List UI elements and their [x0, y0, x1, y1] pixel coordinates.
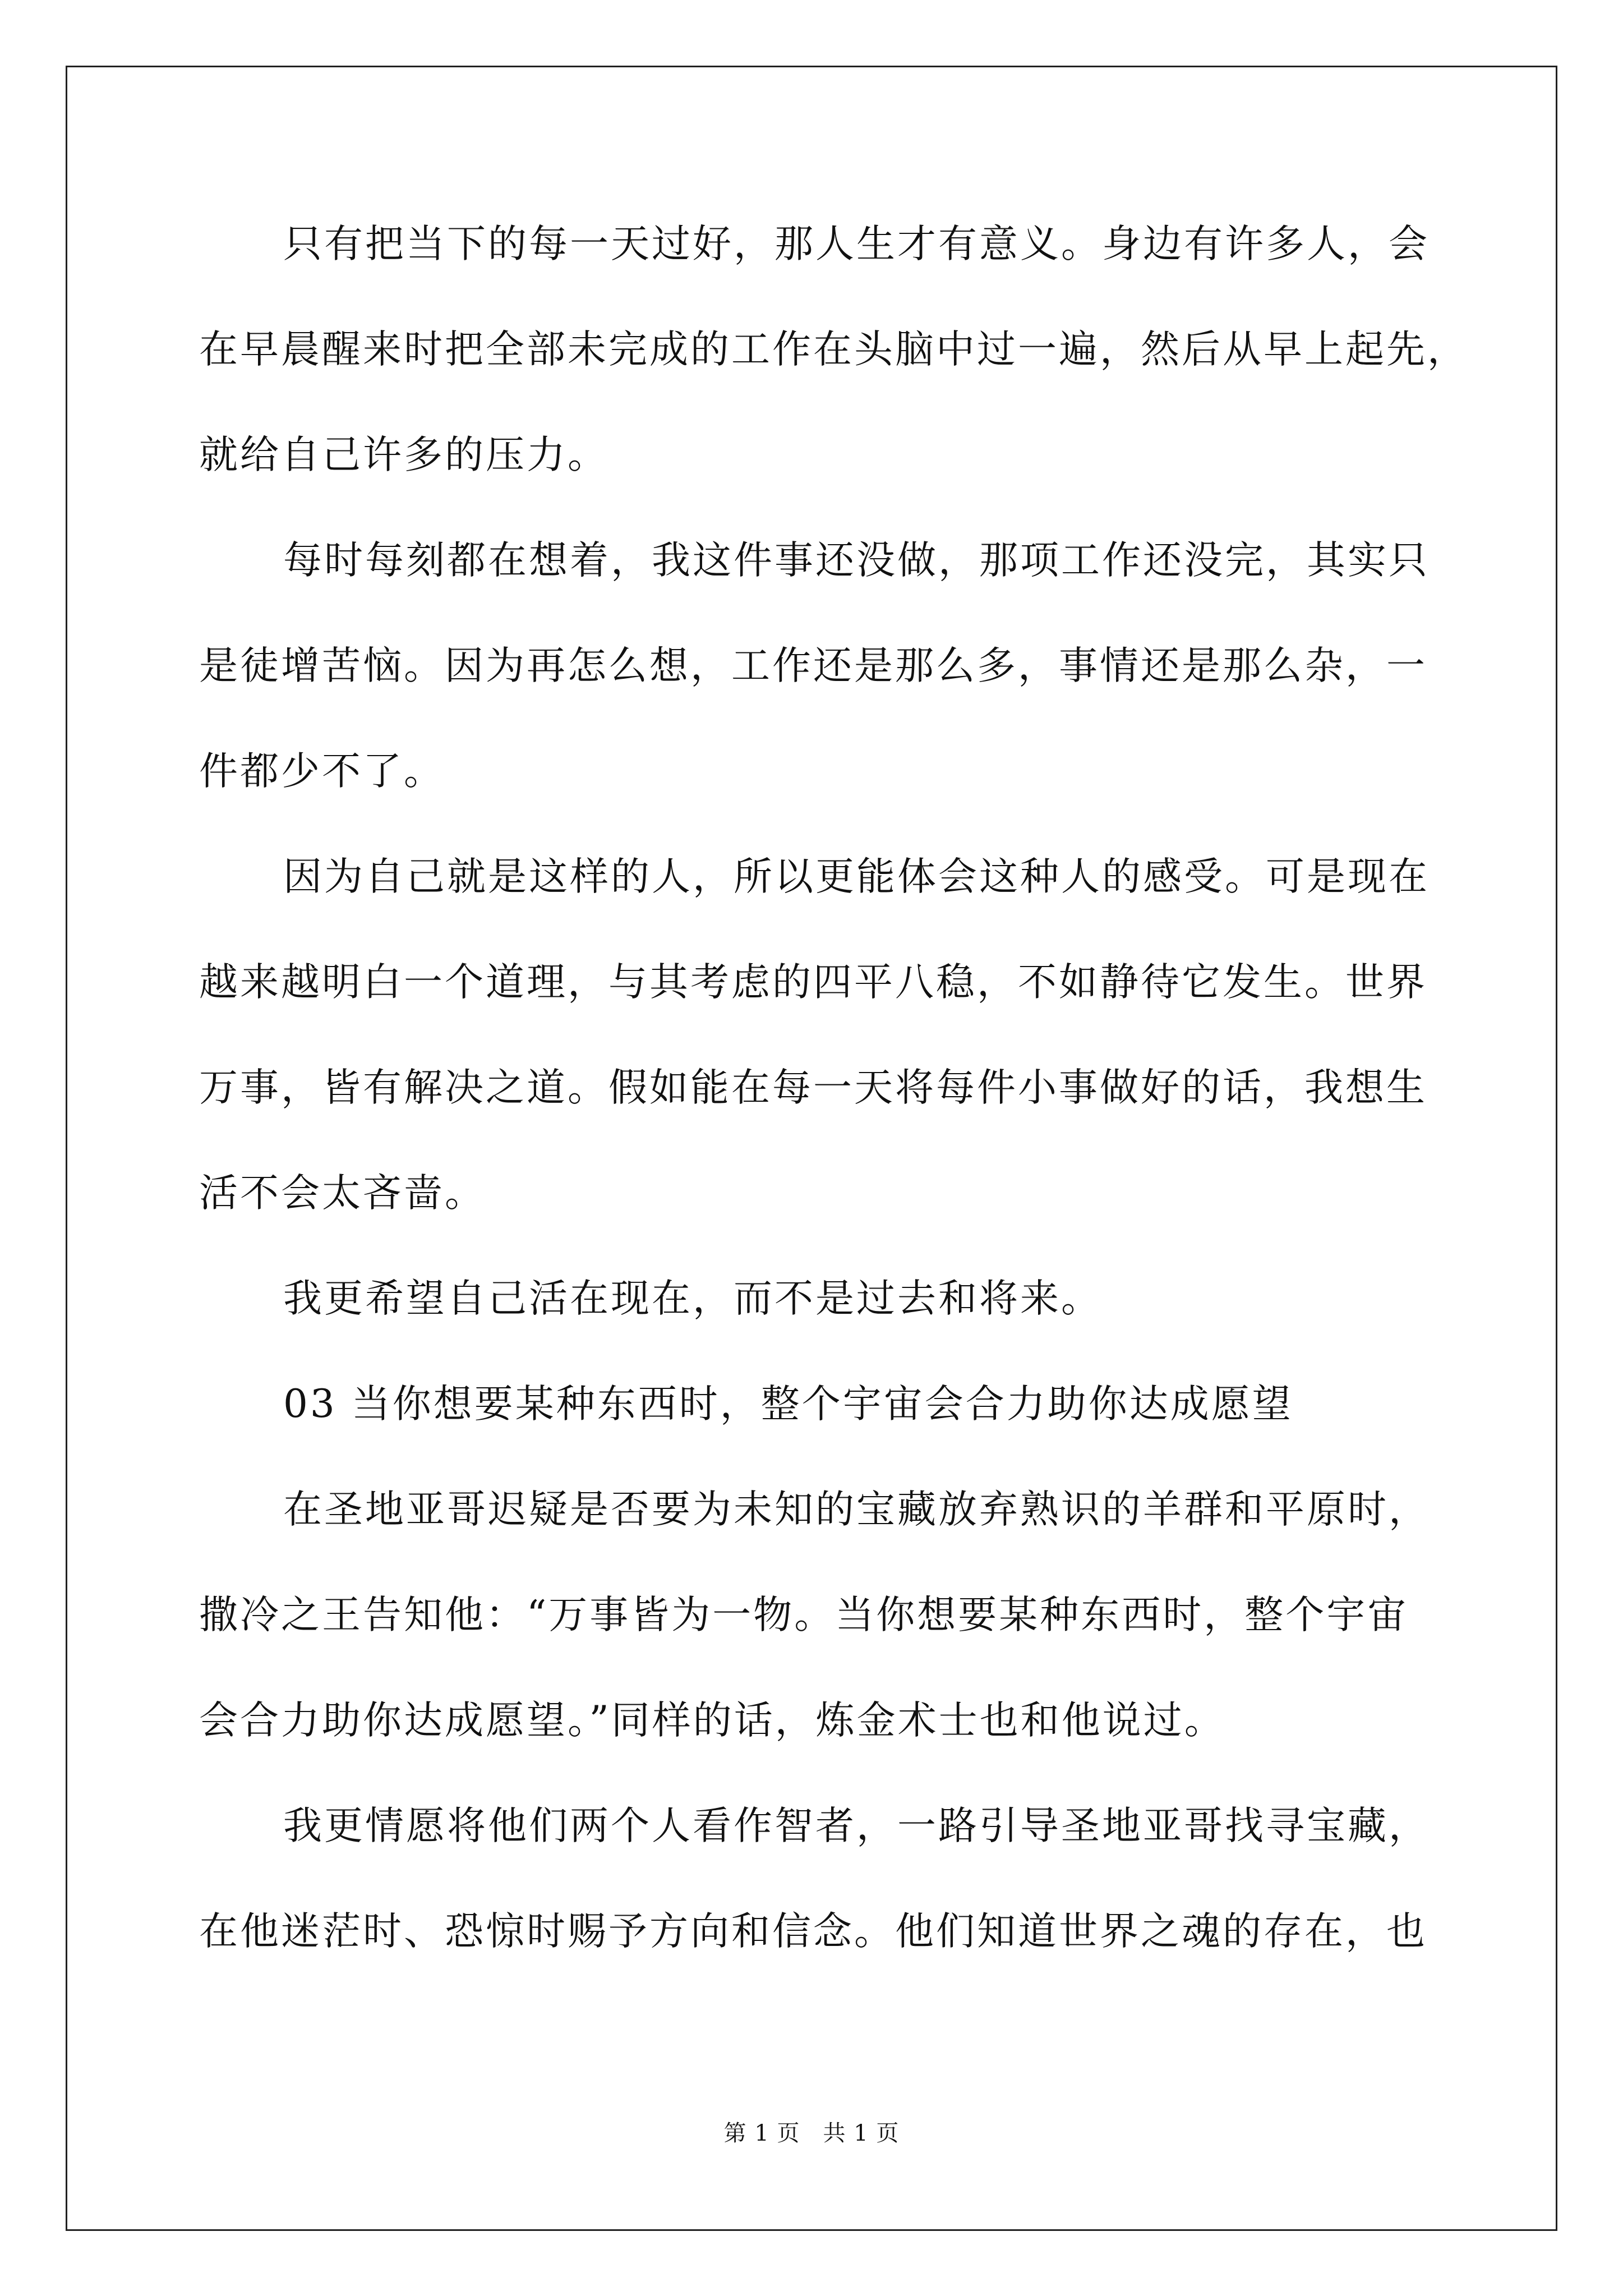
paragraph-line: 只有把当下的每一天过好，那人生才有意义。身边有许多人，会	[283, 222, 1430, 266]
paragraph-line: 会合力助你达成愿望。”同样的话，炼金术士也和他说过。	[199, 1698, 1225, 1743]
paragraph-line: 越来越明白一个道理，与其考虑的四平八稳，不如静待它发生。世界	[199, 960, 1427, 1005]
page-number-footer: 第 1 页 共 1 页	[723, 2120, 900, 2146]
paragraph-line: 在圣地亚哥迟疑是否要为未知的宝藏放弃熟识的羊群和平原时，	[283, 1487, 1430, 1532]
paragraph-line: 就给自己许多的压力。	[199, 432, 608, 477]
paragraph-line: 活不会太吝啬。	[199, 1171, 486, 1216]
paragraph-line: 我更情愿将他们两个人看作智者，一路引导圣地亚哥找寻宝藏，	[283, 1803, 1430, 1848]
paragraph-line: 是徒增苦恼。因为再怎么想，工作还是那么多，事情还是那么杂，一	[199, 643, 1427, 688]
paragraph-line: 件都少不了。	[199, 749, 445, 794]
paragraph-line: 每时每刻都在想着，我这件事还没做，那项工作还没完，其实只	[283, 538, 1430, 583]
paragraph-line: 万事，皆有解决之道。假如能在每一天将每件小事做好的话，我想生	[199, 1065, 1427, 1110]
paragraph-line: 我更希望自己活在现在，而不是过去和将来。	[283, 1276, 1102, 1321]
paragraph-line: 因为自己就是这样的人，所以更能体会这种人的感受。可是现在	[283, 854, 1430, 899]
section-heading: 03 当你想要某种东西时，整个宇宙会合力助你达成愿望	[283, 1382, 1293, 1427]
paragraph-line: 在他迷茫时、恐惊时赐予方向和信念。他们知道世界之魂的存在，也	[199, 1909, 1427, 1954]
paragraph-line: 撒冷之王告知他：“万事皆为一物。当你想要某种东西时，整个宇宙	[199, 1593, 1409, 1637]
page-border	[66, 66, 1557, 2231]
paragraph-line: 在早晨醒来时把全部未完成的工作在头脑中过一遍，然后从早上起先，	[199, 327, 1468, 372]
